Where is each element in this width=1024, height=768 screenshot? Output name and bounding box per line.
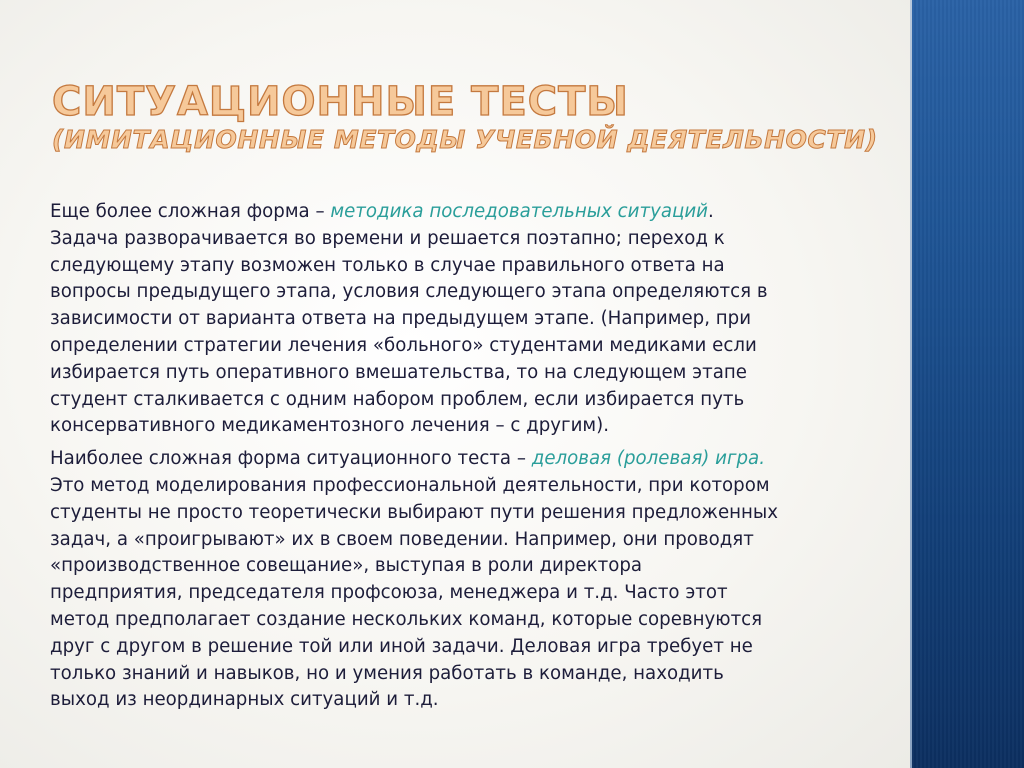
term-sequential-situations: методика последовательных ситуаций	[330, 201, 708, 222]
slide-title-main: СИТУАЦИОННЫЕ ТЕСТЫ	[52, 79, 629, 125]
paragraph-lead: Наиболее сложная форма ситуационного теста	[50, 448, 512, 470]
paragraph-line: «производственное совещание», выступая в роли директора	[50, 555, 643, 577]
paragraph-line: предприятия, председателя профсоюза, менеджера и т.д. Часто этот	[50, 582, 728, 604]
paragraph-line: зависимости от варианта ответа на предыдущем этапе. (Например, при	[50, 308, 752, 330]
paragraph-line: выход из неординарных ситуаций и т.д.	[50, 689, 439, 711]
slide-body	[50, 199, 850, 720]
paragraph-lead: Еще более сложная форма	[50, 201, 310, 222]
paragraph-line: Это метод моделирования профессиональной деятельности, при котором	[50, 474, 770, 496]
paragraph-line: только знаний и навыков, но и умения работать в команде, находить	[50, 662, 724, 684]
paragraph-dash: –	[511, 448, 532, 470]
paragraph-business-game	[50, 446, 850, 714]
term-business-game: деловая (ролевая) игра.	[531, 448, 765, 470]
paragraph-line: метод предполагает создание нескольких команд, которые соревнуются	[50, 608, 763, 630]
paragraph-line: следующему этапу возможен только в случае правильного ответа на	[50, 254, 725, 276]
paragraph-line: консервативного медикаментозного лечения – с другим).	[50, 415, 610, 437]
paragraph-line: друг с другом в решение той или иной задачи. Деловая игра требует не	[50, 635, 753, 657]
paragraph-line: Задача разворачивается во времени и решается поэтапно; переход к	[50, 227, 725, 249]
paragraph-punct: .	[708, 201, 714, 222]
paragraph-line: избирается путь оперативного вмешательства, то на следующем этапе	[50, 361, 747, 383]
paragraph-line: студенты не просто теоретически выбирают пути решения предложенных	[50, 501, 779, 523]
slide-title	[52, 80, 902, 156]
paragraph-line: вопросы предыдущего этапа, условия следующего этапа определяются в	[50, 281, 768, 303]
paragraph-sequential-situations	[50, 199, 850, 440]
paragraph-line: определении стратегии лечения «больного» студентами медиками если	[50, 334, 757, 356]
slide-title-subtitle: (ИМИТАЦИОННЫЕ МЕТОДЫ УЧЕБНОЙ ДЕЯТЕЛЬНОСТИ)	[52, 125, 878, 154]
slide-right-band	[912, 0, 1024, 768]
paragraph-dash: –	[309, 201, 331, 222]
paragraph-line: задач, а «проигрывают» их в своем поведении. Например, они проводят	[50, 528, 754, 550]
paragraph-line: студент сталкивается с одним набором проблем, если избирается путь	[50, 388, 745, 410]
